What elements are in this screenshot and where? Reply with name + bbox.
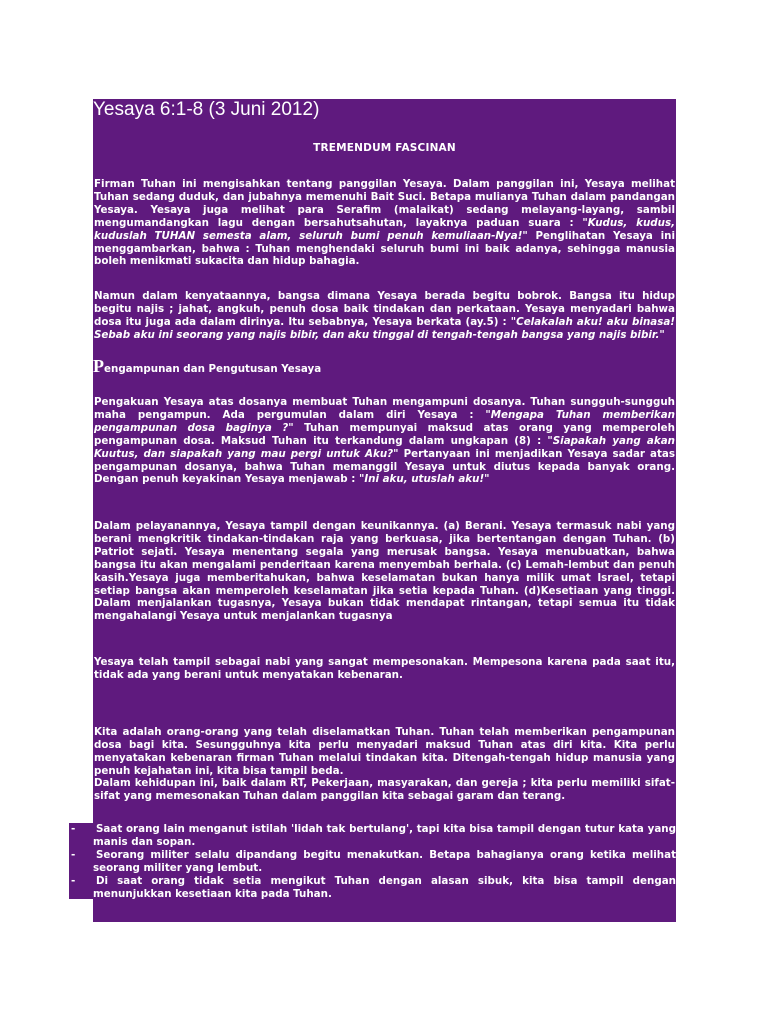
bullet-dash: -: [71, 874, 76, 887]
paragraph-3-quote-2: "Siapakah yang akan Kuutus, dan siapakah yang mau pergi untuk Aku?": [94, 434, 675, 460]
paragraph-5: Yesaya telah tampil sebagai nabi yang sangat mempesonakan. Mempesona karena pada saat itu, tidak ada yang berani untuk menyatakan kebenaran.: [94, 656, 675, 681]
paragraph-1-quote: "Kudus, kudus, kuduslah TUHAN semesta alam, seluruh bumi penuh kemuliaan-Nya!": [94, 216, 676, 242]
paragraph-2-quote: "Celakalah aku! aku binasa! Sebab aku ini seorang yang najis bibir, dan aku tinggal di tengah-tengah bangsa yang najis bibir.": [94, 315, 675, 341]
section-heading: [93, 356, 321, 377]
paragraph-4: Dalam pelayanannya, Yesaya tampil dengan keunikannya. (a) Berani. Yesaya termasuk nabi yang berani mengkritik tindakan-tindakan raja yang berkuasa, jika bertentangan dengan Tuhan. (b) Patriot sejati. Yesaya menentang segala yang merusak bangsa. Yesaya menubuatkan, bahwa bangsa itu akan mengalami penderitaan karena menyembah berhala. (c) Lemah-lembut dan penuh kasih.Yesaya juga memberitahukan, bahwa keselamatan bukan hanya milik umat Israel, tetapi setiap bangsa akan memperoleh keselamatan jika setia kepada Tuhan. (d)Kesetiaan yang tinggi. Dalam menjalankan tugasnya, Yesaya bukan tidak mendapat rintangan, tetapi semua itu tidak mengahalangi Yesaya untuk menjalankan tugasnya: [94, 520, 675, 623]
section-heading-text: engampunan dan Pengutusan Yesaya: [104, 363, 322, 375]
bullet-dash: -: [71, 823, 76, 835]
paragraph-1: [94, 178, 675, 268]
paragraph-1-text: Firman Tuhan ini mengisahkan tentang panggilan Yesaya. Dalam panggilan ini, Yesaya melihat Tuhan sedang duduk, dan jubahnya memenuhi Bait Suci. Betapa mulianya Tuhan dalam pandangan Yesaya. Yesaya juga melihat para Serafim (malaikat) sedang melayang-layang, sambil mengumandangkan lagu dengan bersahutsahutan, layaknya paduan suara :: [94, 178, 675, 229]
bullet-item: [69, 849, 676, 875]
bullet-list: [69, 823, 676, 900]
paragraph-3-continued: Tuhan mempunyai maksud atas orang yang memperoleh pengampunan dosa. Maksud Tuhan itu terkandung dalam ungkapan (8) :: [94, 421, 675, 447]
subtitle: TREMENDUM FASCINAN: [313, 142, 456, 154]
paragraph-3: [94, 396, 675, 486]
paragraph-6: Kita adalah orang-orang yang telah diselamatkan Tuhan. Tuhan telah memberikan pengampunan dosa bagi kita. Sesungguhnya kita perlu menyadari maksud Tuhan atas diri kita. Kita perlu menyatakan kebenaran firman Tuhan melalui tindakan kita. Ditengah-tengah hidup manusia yang penuh kejahatan ini, kita bisa tampil beda.: [94, 726, 675, 777]
bullet-text: Di saat orang tidak setia mengikut Tuhan dengan alasan sibuk, kita bisa tampil dengan menunjukkan kesetiaan kita pada Tuhan.: [93, 874, 676, 900]
paragraph-3-quote-3: "Ini aku, utuslah aku!": [358, 473, 490, 486]
paragraph-3-text: Pengakuan Yesaya atas dosanya membuat Tuhan mengampuni dosanya. Tuhan sungguh-sungguh maha pengampun. Ada pergumulan dalam diri Yesaya :: [94, 396, 675, 421]
bullet-item: [69, 823, 676, 849]
bullet-text: Saat orang lain menganut istilah 'lidah tak bertulang', tapi kita bisa tampil dengan tutur kata yang manis dan sopan.: [93, 823, 676, 848]
bullet-dash: -: [71, 848, 76, 861]
drop-cap: P: [93, 356, 104, 376]
bullet-item: [69, 875, 676, 901]
paragraph-3-continued-2: Pertanyaan ini menjadikan Yesaya sadar atas pengampunan dosanya, bahwa Tuhan memanggil Yesaya untuk diutus kepada banyak orang. Dengan penuh keyakinan Yesaya menjawab :: [94, 447, 675, 486]
document-title: Yesaya 6:1-8 (3 Juni 2012): [93, 99, 320, 120]
paragraph-2-text: Namun dalam kenyataannya, bangsa dimana Yesaya berada begitu bobrok. Bangsa itu hidup begitu najis ; jahat, angkuh, penuh dosa baik tindakan dan perkataan. Yesaya menyadari bahwa dosa itu juga ada dalam dirinya. Itu sebabnya, Yesaya berkata (ay.5) :: [94, 290, 675, 328]
document-page: [71, 99, 676, 922]
paragraph-3-quote-1: "Mengapa Tuhan memberikan pengampunan dosa baginya ?": [94, 408, 675, 434]
paragraph-2: [94, 290, 675, 342]
bullet-text: Seorang militer selalu dipandang begitu menakutkan. Betapa bahagianya orang ketika melihat seorang militer yang lembut.: [93, 848, 676, 874]
paragraph-1-continued: Penglihatan Yesaya ini menggambarkan, bahwa : Tuhan menghendaki seluruh bumi ini baik adanya, sehingga manusia boleh menikmati sukacita dan hidup bahagia.: [94, 229, 675, 268]
paragraph-7: Dalam kehidupan ini, baik dalam RT, Pekerjaan, masyarakan, dan gereja ; kita perlu memiliki sifat-sifat yang memesonakan Tuhan dalam panggilan kita sebagai garam dan terang.: [94, 777, 675, 802]
